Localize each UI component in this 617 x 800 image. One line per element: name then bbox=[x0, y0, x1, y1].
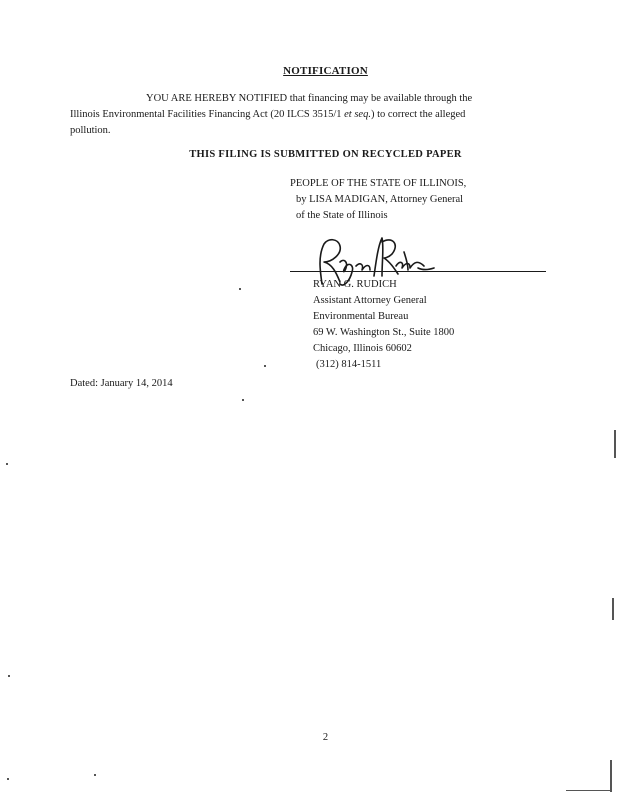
scan-speck bbox=[242, 399, 244, 401]
party-line-1: PEOPLE OF THE STATE OF ILLINOIS, bbox=[290, 178, 467, 189]
scan-edge-mark bbox=[566, 790, 612, 791]
attorney-name: RYAN G. RUDICH bbox=[313, 279, 397, 290]
attorney-city: Chicago, Illinois 60602 bbox=[313, 343, 412, 354]
attorney-phone: (312) 814-1511 bbox=[316, 359, 382, 370]
party-line-2: by LISA MADIGAN, Attorney General bbox=[296, 194, 464, 205]
page-number: 2 bbox=[322, 732, 329, 743]
scan-speck bbox=[264, 365, 266, 367]
notice-line-2 bbox=[70, 107, 465, 123]
scan-speck bbox=[7, 778, 9, 780]
scan-speck bbox=[94, 774, 96, 776]
attorney-address: 69 W. Washington St., Suite 1800 bbox=[313, 327, 455, 338]
scan-edge-mark bbox=[612, 598, 614, 620]
scan-edge-mark bbox=[614, 430, 616, 458]
attorney-bureau: Environmental Bureau bbox=[313, 311, 409, 322]
notice-line-2-start: Illinois Environmental Facilities Financing Act (20 ILCS 3515/1 bbox=[70, 109, 345, 120]
notice-line-1: YOU ARE HEREBY NOTIFIED that financing may be available through the bbox=[146, 93, 473, 104]
notification-heading: NOTIFICATION bbox=[283, 65, 368, 77]
dated-line: Dated: January 14, 2014 bbox=[70, 378, 173, 389]
recycled-paper-notice: THIS FILING IS SUBMITTED ON RECYCLED PAPER bbox=[189, 149, 462, 160]
scan-speck bbox=[8, 675, 10, 677]
scan-edge-mark bbox=[610, 760, 612, 792]
attorney-title: Assistant Attorney General bbox=[313, 295, 427, 306]
notice-line-2-end: ) to correct the alleged bbox=[370, 109, 466, 120]
notice-line-3: pollution. bbox=[70, 125, 111, 136]
notice-line-2-italic: et seq. bbox=[344, 109, 371, 120]
party-line-3: of the State of Illinois bbox=[296, 210, 388, 221]
scan-speck bbox=[6, 463, 8, 465]
scan-speck bbox=[239, 288, 241, 290]
